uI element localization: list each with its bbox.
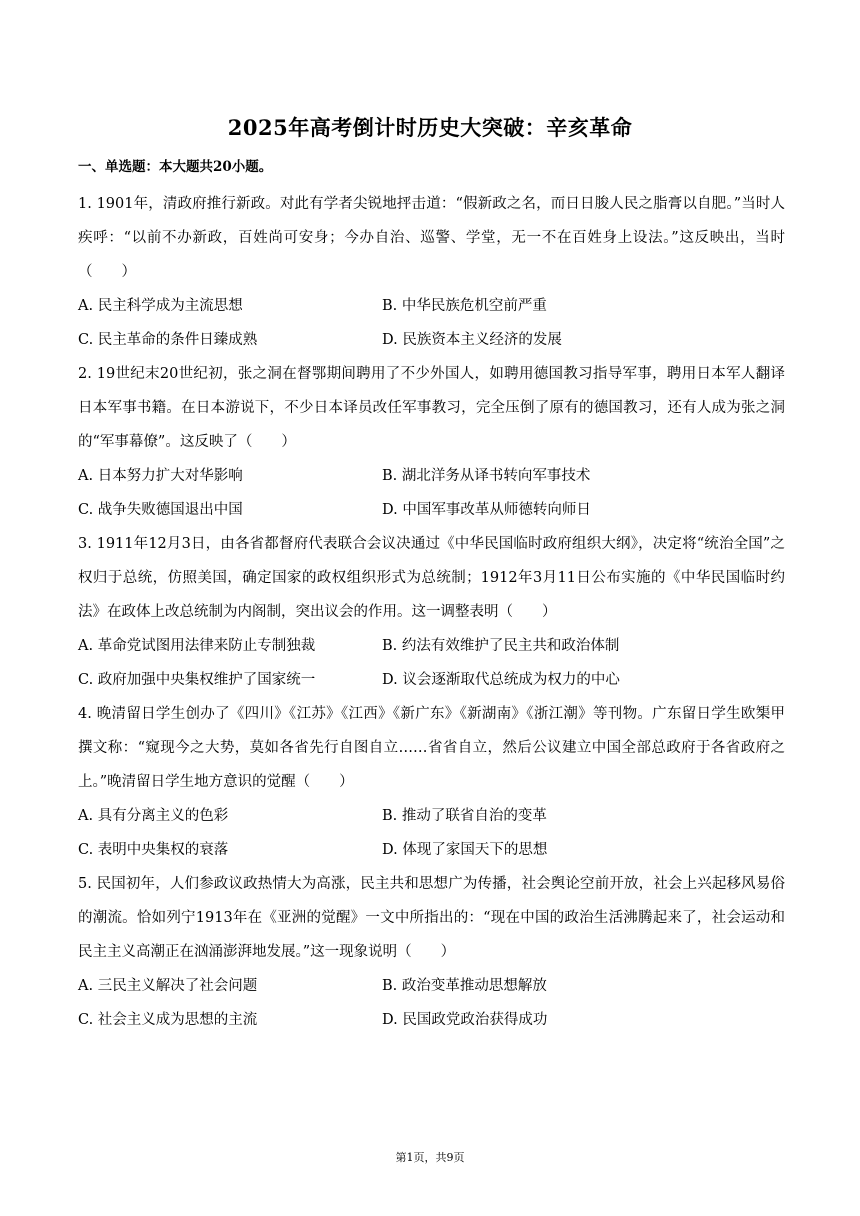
question-stem: 4. 晚清留日学生创办了《四川》《江苏》《江西》《新广东》《新湖南》《浙江潮》等刊物。广东留日学生欧榘甲撰文称：“窥现今之大势，莫如各省先行自图自立……省省自立，然后公议建立中国全部总政府于各省政府之上。”晚清留日学生地方意识的觉醒（ ）: [78, 706, 785, 790]
option-row: [78, 833, 785, 867]
question-4: [78, 697, 785, 867]
option-row: [78, 969, 785, 1003]
option-a: A. 具有分离主义的色彩: [78, 808, 229, 824]
question-2: [78, 357, 785, 527]
question-stem: 5. 民国初年，人们参政议政热情大为高涨，民主共和思想广为传播，社会舆论空前开放，社会上兴起移风易俗的潮流。恰如列宁1913年在《亚洲的觉醒》一文中所指出的：“现在中国的政治生活沸腾起来了，社会运动和民主主义高潮正在汹涌澎湃地发展。”这一现象说明（ ）: [78, 876, 785, 960]
question-stem: 3. 1911年12月3日，由各省都督府代表联合会议决通过《中华民国临时政府组织大纲》，决定将“统治全国”之权归于总统，仿照美国，确定国家的政权组织形式为总统制；1912年3月11日公布实施的《中华民国临时约法》在政体上改总统制为内阁制，突出议会的作用。这一调整表明（ ）: [78, 536, 785, 620]
option-row: [78, 323, 785, 357]
question-stem: 2. 19世纪末20世纪初，张之洞在督鄂期间聘用了不少外国人，如聘用德国教习指导军事，聘用日本军人翻译日本军事书籍。在日本游说下，不少日本译员改任军事教习，完全压倒了原有的德国教习，还有人成为张之洞的“军事幕僚”。这反映了（ ）: [78, 366, 785, 450]
option-c: C. 战争失败德国退出中国: [78, 502, 243, 518]
option-d: D. 体现了家国天下的思想: [382, 842, 548, 858]
option-d: D. 议会逐渐取代总统成为权力的中心: [382, 672, 620, 688]
option-b: B. 中华民族危机空前严重: [382, 298, 547, 314]
option-c: C. 表明中央集权的衰落: [78, 842, 229, 858]
section-heading: 一、单选题：本大题共20小题。: [78, 159, 273, 175]
option-d: D. 民族资本主义经济的发展: [382, 332, 562, 348]
question-5: [78, 867, 785, 1037]
page-footer: 第1页，共9页: [395, 1151, 465, 1164]
option-row: [78, 289, 785, 323]
option-b: B. 推动了联省自治的变革: [382, 808, 547, 824]
option-row: [78, 1003, 785, 1037]
option-c: C. 社会主义成为思想的主流: [78, 1012, 258, 1028]
option-b: B. 政治变革推动思想解放: [382, 978, 547, 994]
question-stem: 1. 1901年，清政府推行新政。对此有学者尖锐地抨击道：“假新政之名，而日日朘人民之脂膏以自肥。”当时人疾呼：“以前不办新政，百姓尚可安身；今办自治、巡警、学堂，无一不在百姓身上设法。”这反映出，当时（ ）: [78, 196, 785, 280]
option-d: D. 中国军事改革从师德转向师日: [382, 502, 591, 518]
page-title: 2025年高考倒计时历史大突破：辛亥革命: [227, 115, 633, 140]
option-a: A. 民主科学成为主流思想: [78, 298, 243, 314]
option-row: [78, 459, 785, 493]
option-row: [78, 663, 785, 697]
question-3: [78, 527, 785, 697]
option-a: A. 三民主义解决了社会问题: [78, 978, 258, 994]
option-a: A. 日本努力扩大对华影响: [78, 468, 243, 484]
question-list: [78, 187, 785, 1037]
option-d: D. 民国政党政治获得成功: [382, 1012, 548, 1028]
question-1: [78, 187, 785, 357]
option-b: B. 湖北洋务从译书转向军事技术: [382, 468, 591, 484]
option-b: B. 约法有效维护了民主共和政治体制: [382, 638, 620, 654]
option-row: [78, 493, 785, 527]
option-a: A. 革命党试图用法律来防止专制独裁: [78, 638, 316, 654]
option-row: [78, 629, 785, 663]
option-c: C. 政府加强中央集权维护了国家统一: [78, 672, 316, 688]
option-row: [78, 799, 785, 833]
option-c: C. 民主革命的条件日臻成熟: [78, 332, 258, 348]
